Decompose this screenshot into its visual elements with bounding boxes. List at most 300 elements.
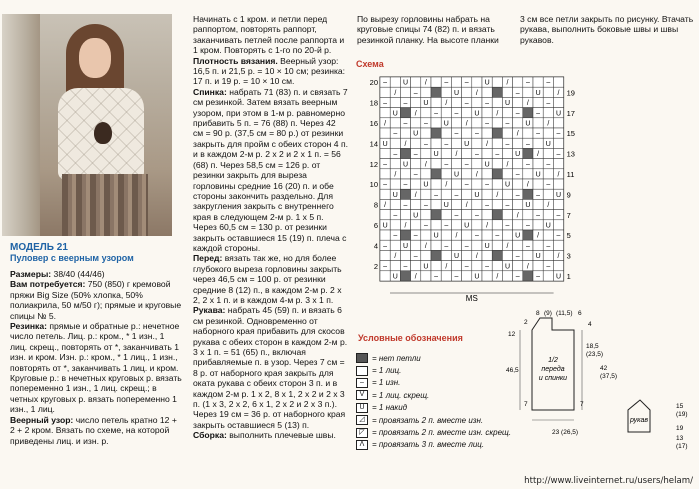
chart-cell	[482, 189, 492, 199]
chart-cell	[513, 220, 523, 230]
chart-symbol: U	[484, 79, 490, 87]
row-number-left: 4	[373, 241, 378, 251]
chart-symbol: –	[515, 89, 520, 97]
chart-symbol: /	[455, 232, 458, 240]
chart-symbol: U	[413, 130, 419, 138]
chart-symbol: /	[557, 253, 560, 261]
column-4	[520, 14, 695, 45]
chart-symbol: U	[535, 89, 541, 97]
chart-symbol: –	[413, 151, 418, 159]
chart-cell	[380, 128, 390, 138]
chart-symbol: –	[525, 222, 530, 230]
pattern-dimension: 8	[536, 310, 540, 317]
chart-symbol: –	[556, 130, 561, 138]
pattern-dimension: 13	[676, 435, 684, 442]
chart-cell	[462, 189, 472, 199]
chart-cell	[421, 250, 431, 260]
chart-cell	[482, 148, 492, 158]
chart-cell	[400, 148, 410, 158]
pattern-dimension: 23 (26,5)	[552, 429, 579, 436]
chart-cell	[400, 271, 410, 281]
chart-symbol: U	[423, 263, 429, 271]
chart-cell	[390, 240, 400, 250]
col1-heading: Вам потребуется:	[10, 279, 86, 290]
chart-cell	[513, 118, 523, 128]
chart-cell	[492, 128, 502, 138]
chart-symbol: –	[383, 79, 388, 87]
chart-cell	[543, 210, 553, 220]
chart-cell	[482, 250, 492, 260]
chart-symbol: /	[506, 79, 509, 87]
chart-symbol: /	[445, 100, 448, 108]
col3-text: По вырезу горловины набрать на круговые спицы 74 (82) п. и вязать резинкой планку. На высоте планки	[357, 14, 499, 45]
col4-text: 3 см все петли закрыть по рисунку. Втачать рукава, выполнить боковые швы и швы рукавов.	[520, 14, 694, 45]
chart-cell	[553, 240, 563, 250]
chart-symbol: U	[433, 151, 439, 159]
chart-symbol: U	[392, 110, 398, 118]
skirt	[62, 174, 148, 236]
col1-paragraph	[10, 415, 182, 446]
chart-symbol: /	[384, 202, 387, 210]
chart-symbol: –	[556, 232, 561, 240]
col2-paragraph	[193, 87, 348, 254]
schema-label: Схема	[356, 59, 384, 69]
chart-cell	[492, 210, 502, 220]
chart-symbol: –	[536, 110, 541, 118]
chart-cell	[472, 77, 482, 87]
chart-symbol: –	[495, 151, 500, 159]
col2-paragraph	[193, 305, 348, 430]
chart-cell	[513, 199, 523, 209]
col2-paragraph	[193, 56, 348, 87]
chart-symbol: –	[536, 191, 541, 199]
chart-cell	[533, 97, 543, 107]
row-number-left: 20	[369, 78, 378, 88]
chart-cell	[451, 159, 461, 169]
chart-symbol: –	[464, 161, 469, 169]
legend-symbol	[356, 366, 368, 376]
chart-cell	[400, 250, 410, 260]
chart-cell	[553, 261, 563, 271]
chart-cell	[543, 169, 553, 179]
chart-symbol: –	[464, 79, 469, 87]
chart-symbol: /	[496, 273, 499, 281]
chart-symbol: –	[434, 191, 439, 199]
chart-cell	[390, 220, 400, 230]
chart-symbol: –	[474, 151, 479, 159]
chart-symbol: /	[506, 242, 509, 250]
chart-cell	[421, 189, 431, 199]
chart-cell	[451, 97, 461, 107]
chart-cell	[553, 118, 563, 128]
chart-symbol: U	[392, 273, 398, 281]
chart-symbol: –	[444, 79, 449, 87]
chart-cell	[513, 138, 523, 148]
chart-cell	[411, 159, 421, 169]
chart-cell	[533, 118, 543, 128]
chart-cell	[533, 179, 543, 189]
chart-cell	[380, 87, 390, 97]
pattern-dimension: 15	[676, 403, 684, 410]
row-number-right: 3	[566, 251, 571, 261]
chart-cell	[431, 220, 441, 230]
chart-symbol: –	[434, 110, 439, 118]
row-number-right: 17	[566, 108, 575, 118]
chart-symbol: –	[515, 253, 520, 261]
chart-symbol: –	[444, 140, 449, 148]
col1-text: число петель кратно 12 + 2 + 2 кром. Вязать по схеме, на которой приведены лиц. и изн. р.	[10, 414, 177, 446]
chart-symbol: /	[475, 253, 478, 261]
chart-symbol: –	[556, 212, 561, 220]
legend-symbol: –	[356, 378, 368, 388]
chart-symbol: –	[383, 181, 388, 189]
column-4-text	[520, 14, 695, 45]
chart-cell	[523, 250, 533, 260]
row-number-right: 7	[566, 210, 571, 220]
chart-symbol: /	[424, 79, 427, 87]
chart-cell	[492, 97, 502, 107]
chart-cell	[421, 230, 431, 240]
chart-symbol: U	[423, 100, 429, 108]
chart-symbol: –	[505, 202, 510, 210]
row-number-right: 13	[566, 149, 575, 159]
chart-symbol: –	[505, 222, 510, 230]
chart-cell	[400, 230, 410, 240]
chart-symbol: –	[393, 130, 398, 138]
chart-cell	[431, 240, 441, 250]
chart-symbol: –	[536, 273, 541, 281]
legend-item	[356, 402, 516, 414]
chart-symbol: /	[404, 140, 407, 148]
chart-symbol: U	[535, 253, 541, 261]
chart-symbol: /	[404, 222, 407, 230]
chart-cell	[462, 108, 472, 118]
chart-symbol: /	[486, 140, 489, 148]
chart-symbol: U	[464, 222, 470, 230]
col2-heading: Спинка:	[193, 86, 227, 97]
chart-cell	[533, 220, 543, 230]
chart-cell	[390, 261, 400, 271]
chart-symbol: U	[535, 171, 541, 179]
chart-symbol: /	[384, 120, 387, 128]
chart-symbol: /	[516, 212, 519, 220]
col2-paragraph	[193, 253, 348, 305]
chart-cell	[421, 108, 431, 118]
chart-symbol: –	[515, 171, 520, 179]
chart-cell	[411, 220, 421, 230]
chart-cell	[431, 179, 441, 189]
col1-text: 38/40 (44/46)	[51, 269, 105, 279]
row-number-left: 18	[369, 98, 378, 108]
row-number-left: 16	[369, 119, 378, 128]
chart-cell	[462, 128, 472, 138]
chart-symbol: /	[526, 263, 529, 271]
chart-symbol: –	[525, 161, 530, 169]
chart-symbol: U	[413, 212, 419, 220]
col2-heading: Плотность вязания.	[193, 55, 278, 66]
chart-symbol: –	[515, 273, 520, 281]
col1-text: 750 (850) г кремовой пряжи Big Size (50% хлопка, 50% полиакрила, 50 м/50 г); прямые и круговые спицы № 5.	[10, 279, 182, 321]
chart-symbol: U	[555, 273, 562, 281]
col2-paragraph	[193, 430, 348, 440]
col2-heading: Перед:	[193, 253, 223, 264]
col1-paragraph	[10, 321, 182, 415]
col4-paragraph	[520, 14, 695, 45]
legend-text: = 1 лиц. скрещ.	[372, 390, 430, 400]
chart-symbol: –	[485, 263, 490, 271]
row-number-left: 8	[373, 200, 378, 210]
chart-cell	[533, 77, 543, 87]
chart-cell	[462, 148, 472, 158]
chart-cell	[492, 250, 502, 260]
chart-symbol: –	[444, 222, 449, 230]
legend	[356, 352, 516, 451]
chart-cell	[390, 159, 400, 169]
chart-cell	[472, 199, 482, 209]
chart-cell	[523, 189, 533, 199]
chart-symbol: /	[455, 151, 458, 159]
chart-symbol: /	[445, 263, 448, 271]
legend-text: = 1 накид	[372, 403, 408, 413]
chart-symbol: U	[504, 263, 511, 271]
pattern-dimension: 2	[524, 319, 528, 326]
chart-cell	[441, 250, 451, 260]
chart-cell	[451, 220, 461, 230]
chart-cell	[523, 271, 533, 281]
legend-item	[356, 414, 516, 426]
row-number-right: 1	[566, 272, 571, 281]
chart-cell	[431, 97, 441, 107]
chart-cell	[523, 230, 533, 240]
chart-cell	[400, 108, 410, 118]
chart-cell	[472, 138, 482, 148]
pattern-dimension: (19)	[676, 411, 688, 418]
chart-cell	[553, 220, 563, 230]
row-number-right: 15	[566, 129, 575, 139]
chart-cell	[421, 169, 431, 179]
chart-symbol: –	[403, 181, 408, 189]
column-1-text	[10, 269, 182, 446]
legend-item	[356, 377, 516, 389]
chart-cell	[431, 199, 441, 209]
chart-symbol: –	[464, 100, 469, 108]
chart-symbol: –	[546, 161, 551, 169]
chart-cell	[472, 118, 482, 128]
chart-cell	[482, 271, 492, 281]
chart-cell	[451, 240, 461, 250]
chart-symbol: –	[525, 79, 530, 87]
chart-symbol: U	[423, 181, 429, 189]
chart-cell	[411, 240, 421, 250]
chart-symbol: –	[444, 161, 449, 169]
chart-cell	[451, 118, 461, 128]
legend-symbol: Λ	[356, 440, 368, 450]
chart-symbol: U	[474, 110, 480, 118]
chart-symbol: /	[537, 151, 540, 159]
chart-symbol: –	[536, 212, 541, 220]
chart-cell	[502, 250, 512, 260]
chart-symbol: –	[485, 202, 490, 210]
pattern-dimension: 7	[524, 401, 528, 408]
chart-symbol: /	[424, 242, 427, 250]
chart-symbol: –	[485, 181, 490, 189]
chart-symbol: U	[453, 171, 460, 179]
chart-footer-label: MS	[465, 294, 478, 303]
chart-cell	[472, 159, 482, 169]
chart-cell	[380, 169, 390, 179]
chart-cell	[400, 210, 410, 220]
chart-cell	[390, 179, 400, 189]
chart-cell	[492, 118, 502, 128]
legend-text: = 1 изн.	[372, 378, 401, 388]
chart-cell	[553, 159, 563, 169]
knitting-chart	[368, 75, 598, 305]
chart-cell	[472, 240, 482, 250]
row-number-left: 10	[369, 180, 378, 190]
chart-symbol: –	[403, 100, 408, 108]
chart-symbol: /	[537, 232, 540, 240]
chart-symbol: /	[394, 171, 397, 179]
chart-cell	[502, 87, 512, 97]
chart-cell	[513, 159, 523, 169]
chart-cell	[380, 230, 390, 240]
model-subtitle: Пуловер с веерным узором	[10, 253, 134, 263]
chart-cell	[451, 138, 461, 148]
chart-symbol: –	[464, 242, 469, 250]
chart-symbol: –	[464, 181, 469, 189]
chart-cell	[513, 240, 523, 250]
chart-cell	[543, 271, 553, 281]
chart-cell	[451, 77, 461, 87]
chart-cell	[441, 128, 451, 138]
body-outline	[532, 318, 574, 410]
chart-cell	[523, 128, 533, 138]
chart-cell	[380, 148, 390, 158]
chart-cell	[543, 87, 553, 97]
chart-cell	[411, 261, 421, 271]
row-number-right: 9	[566, 190, 571, 200]
chart-cell	[411, 138, 421, 148]
chart-symbol: /	[486, 222, 489, 230]
chart-symbol: –	[413, 89, 418, 97]
row-number-left: 12	[369, 159, 378, 169]
chart-cell	[513, 261, 523, 271]
chart-cell	[492, 169, 502, 179]
sleeve-outline	[628, 400, 650, 432]
chart-cell	[523, 169, 533, 179]
legend-title: Условные обозначения	[358, 333, 463, 343]
col1-heading: Резинка:	[10, 321, 47, 332]
chart-cell	[441, 148, 451, 158]
chart-symbol: U	[555, 191, 562, 199]
chart-symbol: U	[474, 191, 480, 199]
pattern-dimension: (9)	[544, 310, 552, 317]
chart-symbol: U	[474, 273, 480, 281]
chart-symbol: –	[474, 232, 479, 240]
chart-cell	[390, 97, 400, 107]
chart-symbol: /	[496, 110, 499, 118]
chart-cell	[482, 108, 492, 118]
chart-symbol: –	[383, 263, 388, 271]
chart-cell	[543, 230, 553, 240]
pattern-dimension: (37,5)	[600, 373, 617, 380]
sleeve-label: рукав	[629, 417, 649, 424]
legend-item	[356, 439, 516, 451]
chart-symbol: –	[495, 232, 500, 240]
chart-cell	[451, 261, 461, 271]
chart-symbol: –	[444, 242, 449, 250]
chart-symbol: /	[394, 253, 397, 261]
legend-text: = нет петли	[372, 353, 421, 363]
chart-cell	[543, 108, 553, 118]
chart-cell	[380, 250, 390, 260]
model-title: МОДЕЛЬ 21	[10, 242, 68, 253]
row-number-right: 5	[566, 231, 571, 241]
chart-symbol: U	[433, 232, 439, 240]
legend-symbol	[356, 353, 368, 363]
chart-cell	[441, 210, 451, 220]
col1-paragraph	[10, 269, 182, 279]
chart-symbol: /	[394, 89, 397, 97]
chart-symbol: /	[516, 130, 519, 138]
chart-cell	[492, 220, 502, 230]
chart-symbol: U	[545, 222, 551, 230]
chart-cell	[543, 128, 553, 138]
chart-cell	[523, 108, 533, 118]
chart-cell	[482, 128, 492, 138]
chart-symbol: –	[546, 100, 551, 108]
chart-cell	[431, 250, 441, 260]
chart-symbol: –	[403, 120, 408, 128]
chart-cell	[400, 189, 410, 199]
chart-symbol: –	[454, 273, 459, 281]
pattern-dimension: 19	[676, 425, 684, 432]
chart-symbol: –	[546, 263, 551, 271]
chart-symbol: –	[474, 212, 479, 220]
chart-symbol: U	[555, 110, 562, 118]
chart-symbol: U	[525, 202, 531, 210]
chart-grid-svg	[368, 75, 598, 305]
chart-cell	[431, 159, 441, 169]
chart-cell	[421, 87, 431, 97]
chart-cell	[390, 199, 400, 209]
chart-cell	[482, 169, 492, 179]
chart-cell	[390, 77, 400, 87]
col2-text: Веерный узор: 16,5 п. и 21,5 р. = 10 × 10 см; резинка: 17 п. и 19 р. = 10 × 10 см.	[193, 55, 346, 87]
chart-cell	[543, 148, 553, 158]
chart-cell	[492, 240, 502, 250]
chart-cell	[533, 240, 543, 250]
chart-cell	[492, 87, 502, 97]
chart-symbol: U	[515, 232, 521, 240]
chart-symbol: –	[454, 110, 459, 118]
col2-text: набрать 71 (83) п. и связать 7 см резинкой. Затем вязать веерным узором, при этом в 1-м р. равномерно прибавить 5 п. = 76 (88) п. Через 42 см = 90 р. (37,5 см = 80 р.) от резинки закрыть для пройм с обеих сторон 4 п. и в каждом 2-м р. 2 х 2 и 2 х 1 п. = 56 (68) п. Через 58,5 см = 126 р. от резинки закрыть для выреза горловины средние 16 (20) п. и обе стороны закончить раздельно. Для закругления закрыть с внутреннего края в следующем 2-м р. 1 х 5 п. Через 60,5 см = 130 р. от резинки закрыть оставшиеся 15 (19) п. плеча с каждой стороны.	[193, 86, 348, 253]
chart-cell	[390, 138, 400, 148]
chart-cell	[533, 159, 543, 169]
chart-symbol: /	[557, 89, 560, 97]
chart-cell	[431, 138, 441, 148]
chart-cell	[431, 169, 441, 179]
chart-cell	[380, 108, 390, 118]
chart-symbol: –	[505, 120, 510, 128]
chart-symbol: –	[413, 232, 418, 240]
chart-symbol: /	[557, 171, 560, 179]
chart-symbol: –	[525, 242, 530, 250]
legend-item	[356, 389, 516, 401]
chart-symbol: –	[546, 242, 551, 250]
chart-cell	[421, 271, 431, 281]
chart-symbol: –	[505, 140, 510, 148]
